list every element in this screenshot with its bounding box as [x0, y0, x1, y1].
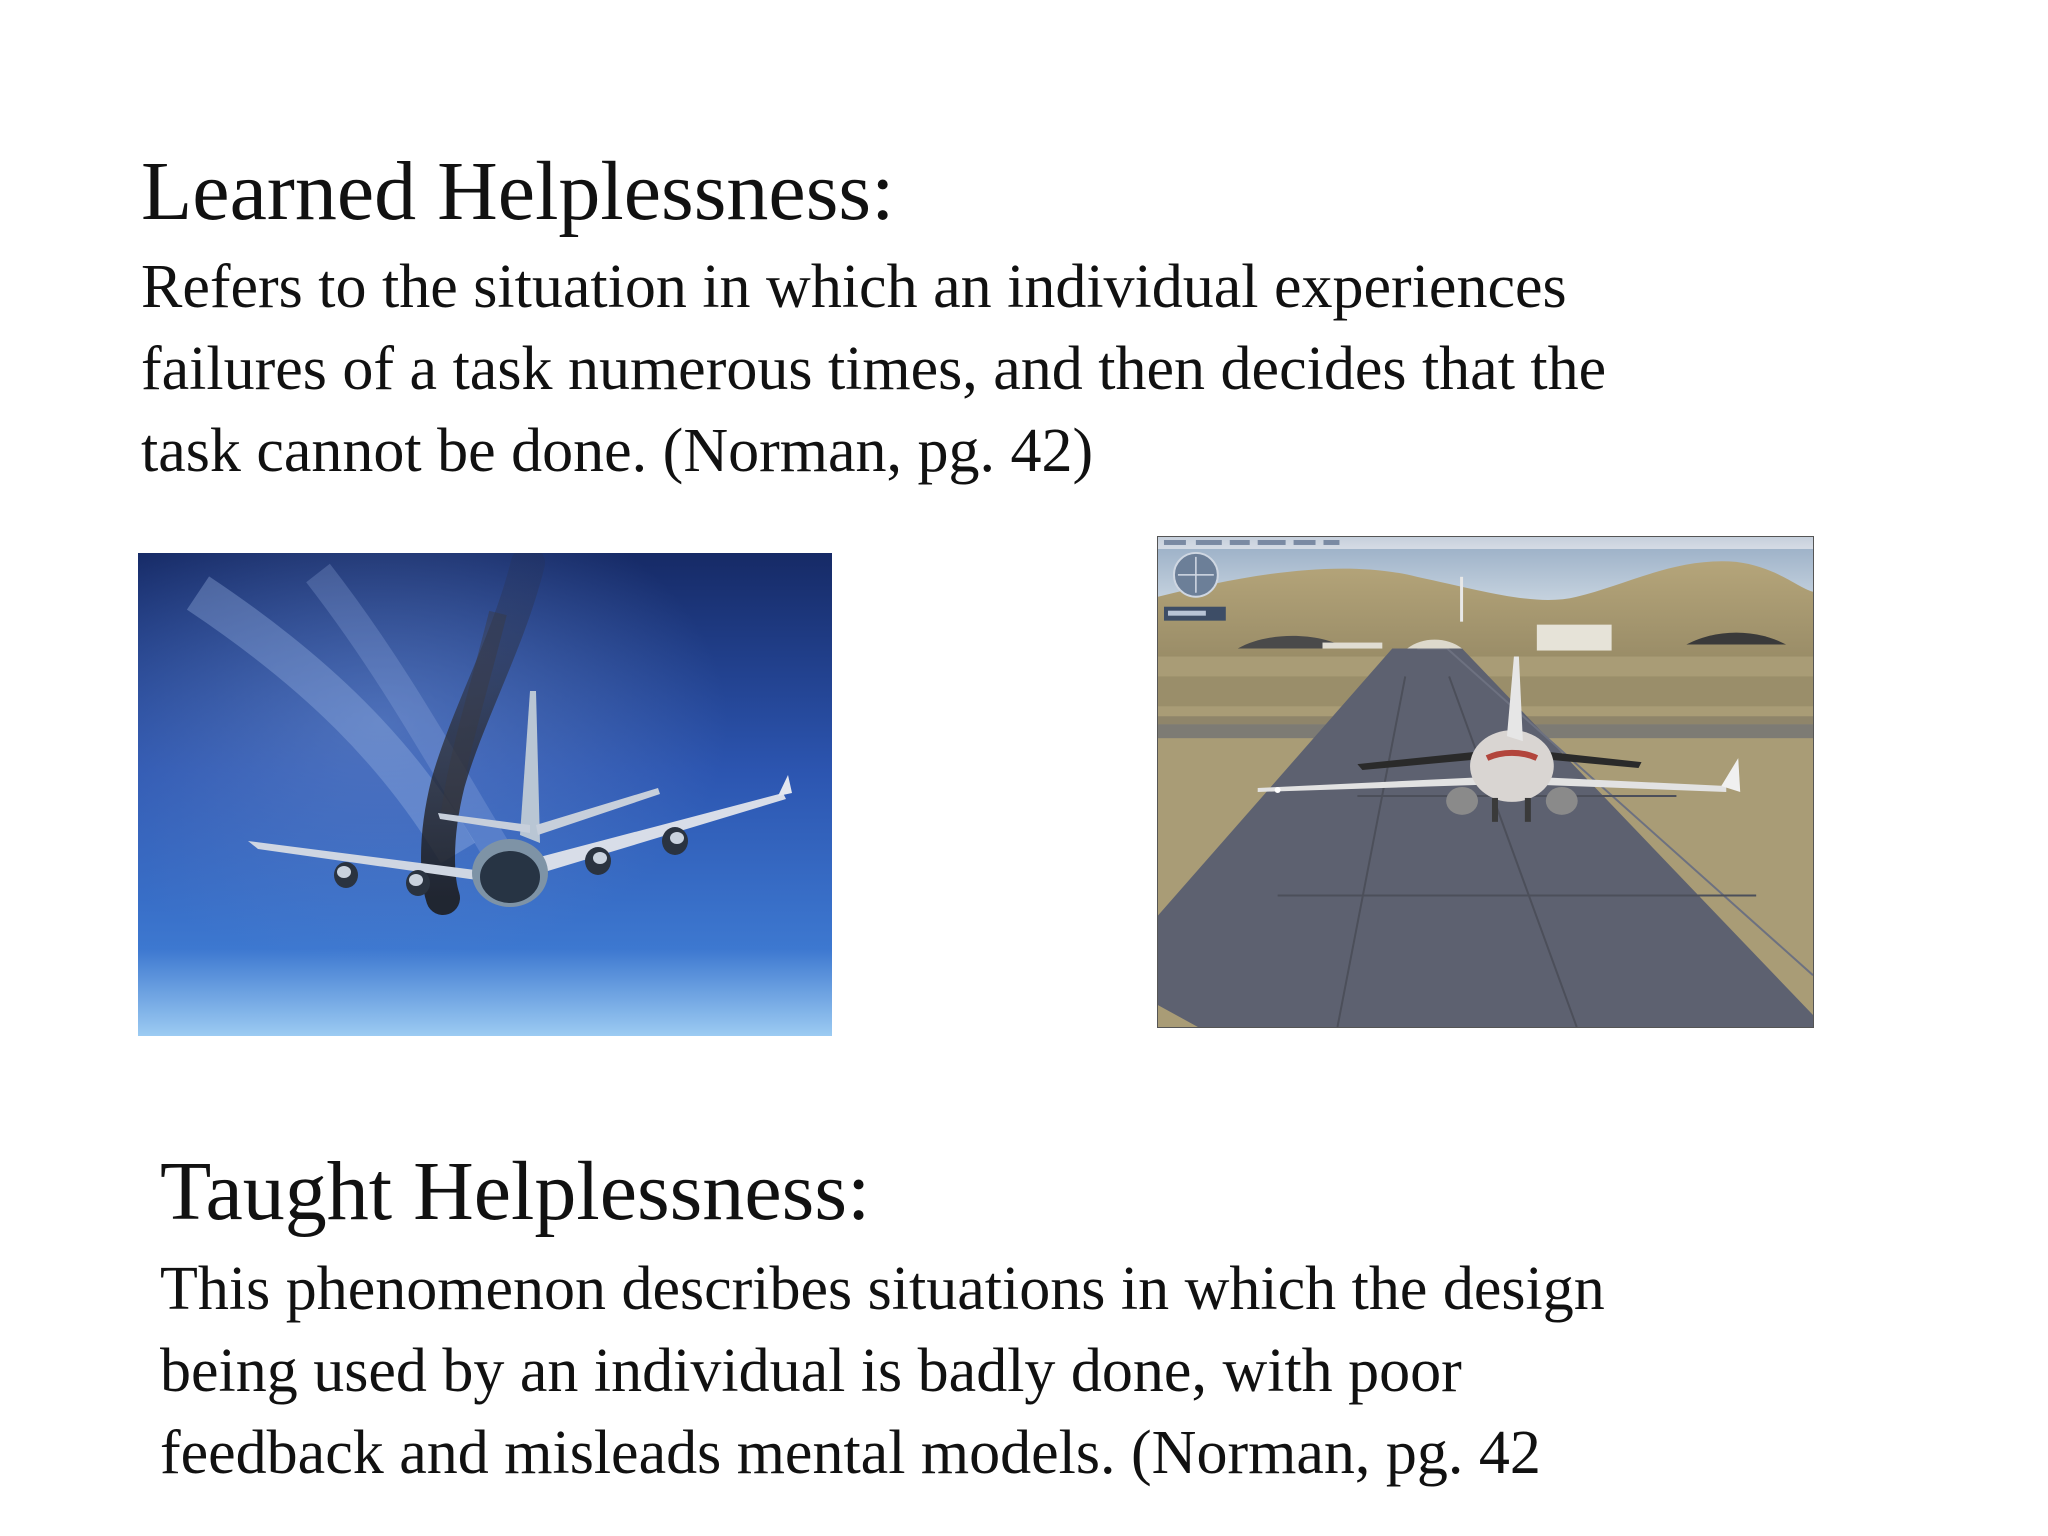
definition-line: failures of a task numerous times, and then decides that the: [141, 335, 1607, 403]
taught-helplessness-definition: [160, 1248, 1605, 1494]
runway-simulator-illustration: [1158, 537, 1813, 1027]
crashing-airplane-photo: [138, 553, 832, 1036]
definition-line: feedback and misleads mental models. (Norman, pg. 42: [160, 1419, 1541, 1487]
airplane-sky-illustration: [138, 553, 832, 1036]
definition-line: Refers to the situation in which an individual experiences: [141, 253, 1567, 321]
definition-line: This phenomenon describes situations in which the design: [160, 1255, 1605, 1323]
flight-simulator-screenshot: [1157, 536, 1814, 1028]
taught-helplessness-title: Taught Helplessness:: [160, 1145, 871, 1238]
definition-line: being used by an individual is badly done, with poor: [160, 1337, 1462, 1405]
learned-helplessness-title: Learned Helplessness:: [141, 145, 895, 238]
learned-helplessness-definition: [141, 246, 1606, 492]
definition-line: task cannot be done. (Norman, pg. 42): [141, 417, 1094, 485]
